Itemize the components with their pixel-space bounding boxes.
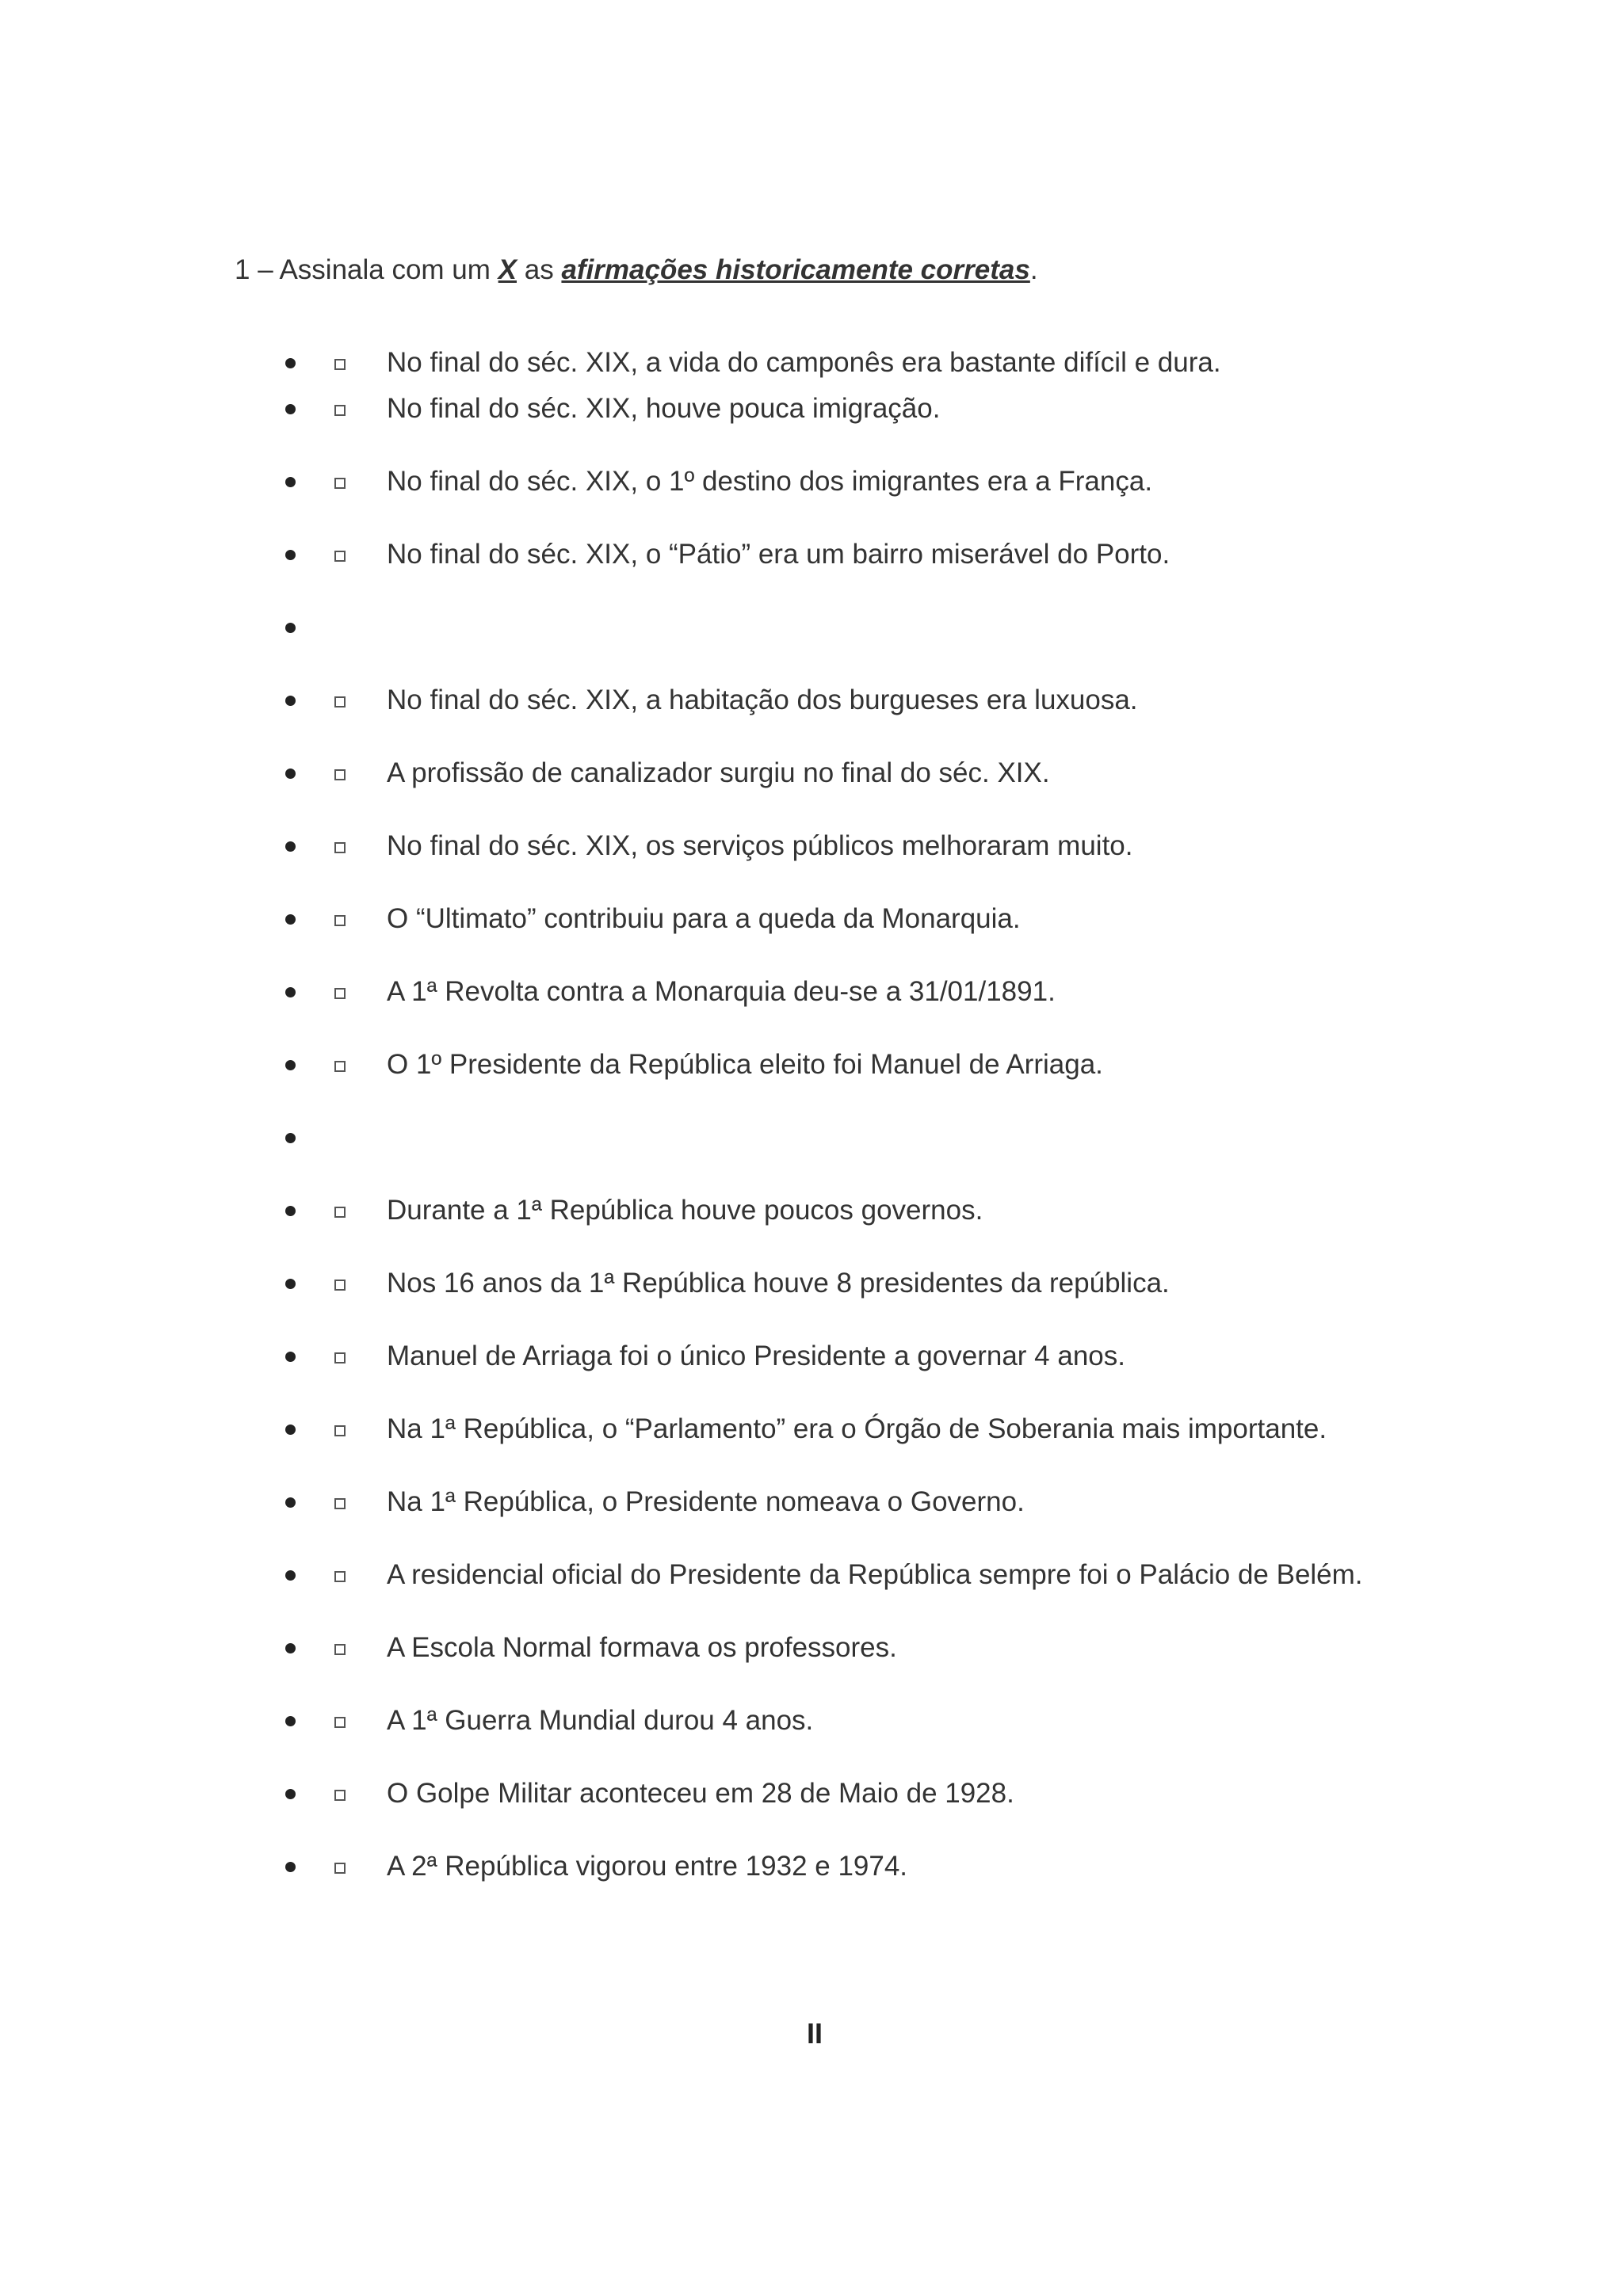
list-item bbox=[0, 387, 1623, 426]
heading-middle: as bbox=[517, 254, 562, 285]
heading-suffix: . bbox=[1029, 254, 1038, 285]
statement-text: Nos 16 anos da 1ª República houve 8 presidentes da república. bbox=[387, 1268, 1170, 1299]
bullet-icon bbox=[285, 1570, 296, 1581]
list-item bbox=[0, 1844, 1623, 1884]
statement-text: O 1º Presidente da República eleito foi Manuel de Arriaga. bbox=[387, 1049, 1103, 1080]
statement-text: Na 1ª República, o Presidente nomeava o Governo. bbox=[387, 1486, 1025, 1517]
answer-checkbox[interactable] bbox=[334, 696, 346, 707]
list-item bbox=[0, 751, 1623, 791]
statement-text: No final do séc. XIX, o 1º destino dos imigrantes era a França. bbox=[387, 466, 1153, 497]
statement-text: A 2ª República vigorou entre 1932 e 1974. bbox=[387, 1851, 908, 1882]
list-item bbox=[0, 1626, 1623, 1665]
list-item bbox=[0, 678, 1623, 718]
list-item bbox=[0, 1772, 1623, 1811]
answer-checkbox[interactable] bbox=[334, 405, 346, 416]
statement-text: Na 1ª República, o “Parlamento” era o Órgão de Soberania mais importante. bbox=[387, 1413, 1327, 1444]
bullet-icon bbox=[285, 841, 296, 852]
statement-text: A profissão de canalizador surgiu no final do séc. XIX. bbox=[387, 757, 1050, 788]
answer-checkbox[interactable] bbox=[334, 1571, 346, 1582]
statement-text: A 1ª Guerra Mundial durou 4 anos. bbox=[387, 1705, 814, 1736]
list-item bbox=[0, 460, 1623, 499]
list-item bbox=[0, 897, 1623, 936]
list-item bbox=[0, 1043, 1623, 1082]
statement-text: No final do séc. XIX, a habitação dos burgueses era luxuosa. bbox=[387, 685, 1138, 715]
statement-text: O “Ultimato” contribuiu para a queda da Monarquia. bbox=[387, 903, 1021, 934]
list-item bbox=[0, 1334, 1623, 1374]
answer-checkbox[interactable] bbox=[334, 359, 346, 370]
list-item bbox=[0, 1699, 1623, 1738]
statement-text: No final do séc. XIX, a vida do camponês era bastante difícil e dura. bbox=[387, 347, 1221, 378]
statement-text: No final do séc. XIX, os serviços públicos melhoraram muito. bbox=[387, 830, 1133, 861]
bullet-icon bbox=[285, 1352, 296, 1362]
list-item bbox=[0, 1480, 1623, 1520]
statement-text: Durante a 1ª República houve poucos governos. bbox=[387, 1195, 983, 1226]
bullet-icon bbox=[285, 1133, 296, 1143]
answer-checkbox[interactable] bbox=[334, 1790, 346, 1801]
answer-checkbox[interactable] bbox=[334, 478, 346, 489]
answer-checkbox[interactable] bbox=[334, 1717, 346, 1728]
bullet-icon bbox=[285, 550, 296, 560]
bullet-icon bbox=[285, 404, 296, 414]
bullet-icon bbox=[285, 769, 296, 779]
heading-mark: X bbox=[498, 254, 517, 285]
bullet-icon bbox=[285, 1497, 296, 1508]
page-number: II bbox=[806, 2017, 823, 2050]
list-item bbox=[0, 1407, 1623, 1447]
answer-checkbox[interactable] bbox=[334, 915, 346, 926]
statement-text: No final do séc. XIX, houve pouca imigração. bbox=[387, 393, 941, 424]
answer-checkbox[interactable] bbox=[334, 1207, 346, 1218]
bullet-icon bbox=[285, 1643, 296, 1653]
bullet-icon bbox=[285, 1425, 296, 1435]
statement-text: O Golpe Militar aconteceu em 28 de Maio de 1928. bbox=[387, 1778, 1014, 1809]
bullet-icon bbox=[285, 1862, 296, 1872]
bullet-icon bbox=[285, 358, 296, 368]
list-item bbox=[0, 1261, 1623, 1301]
bullet-icon bbox=[285, 1716, 296, 1726]
list-item bbox=[0, 341, 1623, 380]
answer-checkbox[interactable] bbox=[334, 1352, 346, 1363]
answer-checkbox[interactable] bbox=[334, 1644, 346, 1655]
statement-text: No final do séc. XIX, o “Pátio” era um bairro miserável do Porto. bbox=[387, 539, 1170, 570]
list-item bbox=[0, 1116, 1623, 1155]
bullet-icon bbox=[285, 623, 296, 633]
statement-text: A 1ª Revolta contra a Monarquia deu-se a 31/01/1891. bbox=[387, 976, 1056, 1007]
statement-text: A Escola Normal formava os professores. bbox=[387, 1632, 897, 1663]
statement-text: Manuel de Arriaga foi o único Presidente a governar 4 anos. bbox=[387, 1341, 1125, 1371]
list-item bbox=[0, 824, 1623, 864]
answer-checkbox[interactable] bbox=[334, 842, 346, 853]
bullet-icon bbox=[285, 696, 296, 706]
statement-text: A residencial oficial do Presidente da República sempre foi o Palácio de Belém. bbox=[387, 1559, 1363, 1590]
answer-checkbox[interactable] bbox=[334, 1425, 346, 1436]
heading-prefix: 1 – Assinala com um bbox=[235, 254, 498, 285]
answer-checkbox[interactable] bbox=[334, 551, 346, 562]
bullet-icon bbox=[285, 914, 296, 925]
answer-checkbox[interactable] bbox=[334, 769, 346, 780]
answer-checkbox[interactable] bbox=[334, 1280, 346, 1291]
list-item bbox=[0, 970, 1623, 1009]
list-item bbox=[0, 532, 1623, 572]
bullet-icon bbox=[285, 1789, 296, 1799]
heading-emphasis: afirmações historicamente corretas bbox=[561, 254, 1030, 285]
answer-checkbox[interactable] bbox=[334, 988, 346, 999]
list-item bbox=[0, 1188, 1623, 1228]
answer-checkbox[interactable] bbox=[334, 1498, 346, 1509]
list-item bbox=[0, 1553, 1623, 1592]
answer-checkbox[interactable] bbox=[334, 1863, 346, 1874]
bullet-icon bbox=[285, 477, 296, 487]
bullet-icon bbox=[285, 1279, 296, 1289]
question-heading bbox=[235, 252, 1038, 288]
bullet-icon bbox=[285, 987, 296, 997]
answer-checkbox[interactable] bbox=[334, 1061, 346, 1072]
list-item bbox=[0, 605, 1623, 645]
bullet-icon bbox=[285, 1206, 296, 1216]
bullet-icon bbox=[285, 1060, 296, 1070]
